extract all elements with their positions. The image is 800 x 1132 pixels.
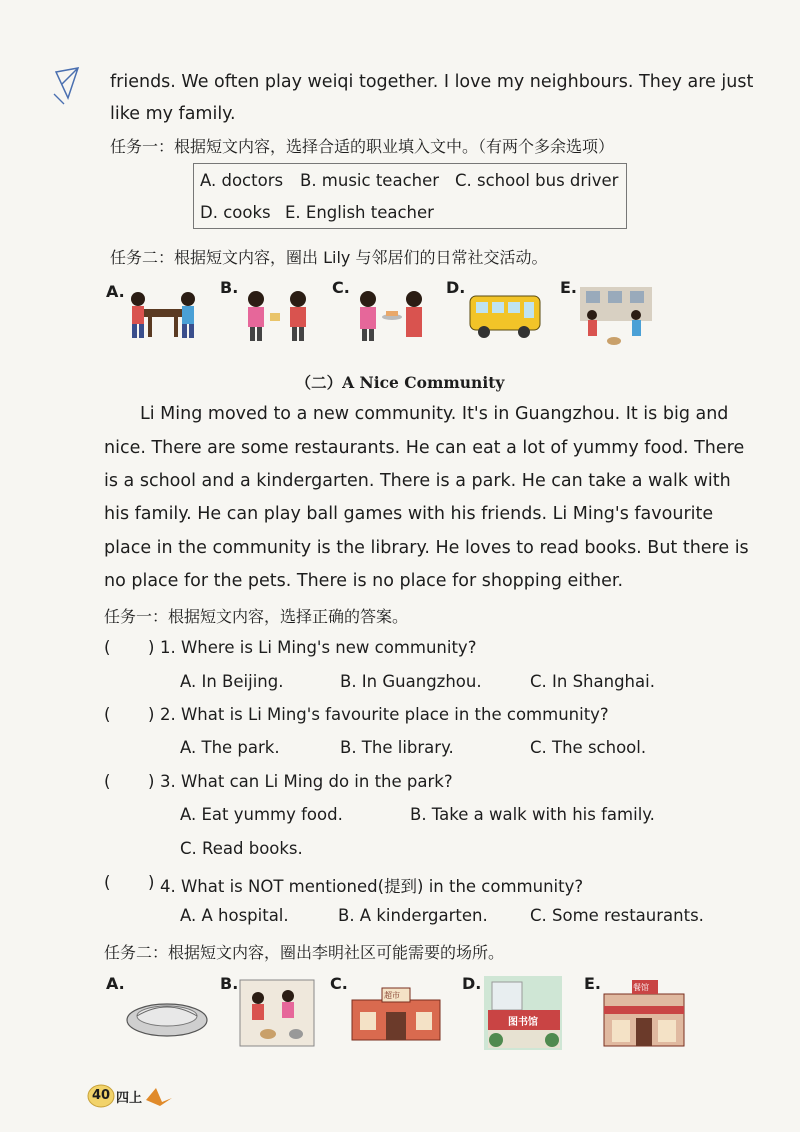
paragraph-line2: nice. There are some restaurants. He can eat a lot of yummy food. There [104,438,745,458]
q3-option-a[interactable]: A. Eat yummy food. [180,805,343,824]
task1b-instruction: 任务二：根据短文内容，圈出 Lily 与邻居们的日常社交活动。 [110,248,548,267]
paper-plane-icon [50,64,84,108]
supermarket-sign: 超市 [384,991,400,1000]
stadium-picture[interactable] [124,994,210,1040]
answer-blank-q2-close: ) [148,705,155,724]
q1-option-b[interactable]: B. In Guangzhou. [340,672,482,691]
q4-option-b[interactable]: B. A kindergarten. [338,906,488,925]
option-a: A. doctors [200,171,284,190]
kids-playing-weiqi-picture[interactable] [126,285,200,347]
paragraph-line3: is a school and a kindergarten. There is a park. He can take a walk with [104,471,731,491]
walking-dog-picture[interactable] [578,285,654,351]
option-d: D. cooks [200,203,271,222]
pic1-label-e[interactable]: E. [560,278,578,297]
answer-blank-q4-open[interactable]: ( [104,873,111,892]
pic2-label-a[interactable]: A. [106,974,125,993]
option-e: E. English teacher [285,203,434,222]
q1-option-a[interactable]: A. In Beijing. [180,672,284,691]
sharing-food-picture[interactable] [352,285,432,347]
q3-option-c[interactable]: C. Read books. [180,839,303,858]
q1-option-c[interactable]: C. In Shanghai. [530,672,655,691]
question-3: 3. What can Li Ming do in the park? [160,772,453,791]
pic1-label-d[interactable]: D. [446,278,466,297]
answer-blank-q1-open[interactable]: ( [104,638,111,657]
section2-title: （二）A Nice Community [295,373,505,392]
answer-blank-q3-open[interactable]: ( [104,772,111,791]
pic2-label-e[interactable]: E. [584,974,602,993]
passage1-line1: friends. We often play weiqi together. I love my neighbours. They are just [110,72,754,92]
answer-blank-q1-close: ) [148,638,155,657]
paragraph-line6: no place for the pets. There is no place for shopping either. [104,571,624,591]
task1a-instruction: 任务一：根据短文内容，选择合适的职业填入文中。（有两个多余选项） [110,137,615,156]
task2a-instruction: 任务一：根据短文内容，选择正确的答案。 [104,607,409,626]
school-bus-picture[interactable] [466,290,546,342]
grade-label: 四上 [116,1091,143,1106]
paragraph-line1: Li Ming moved to a new community. It's in Guangzhou. It is big and [140,404,729,424]
answer-blank-q4-close: ) [148,873,155,892]
q4-option-a[interactable]: A. A hospital. [180,906,289,925]
pic1-label-a[interactable]: A. [106,282,125,301]
option-b: B. music teacher [300,171,440,190]
pet-shop-picture[interactable] [238,978,316,1048]
question-4: 4. What is NOT mentioned(提到) in the community? [160,877,584,896]
option-c: C. school bus driver [455,171,619,190]
answer-blank-q2-open[interactable]: ( [104,705,111,724]
question-2: 2. What is Li Ming's favourite place in the community? [160,705,609,724]
restaurant-sign: 餐馆 [633,983,649,992]
q2-option-c[interactable]: C. The school. [530,738,647,757]
paragraph-line4: his family. He can play ball games with his friends. Li Ming's favourite [104,504,714,524]
q2-option-a[interactable]: A. The park. [180,738,280,757]
library-sign: 图书馆 [508,1017,538,1028]
q3-option-b[interactable]: B. Take a walk with his family. [410,805,655,824]
pic2-label-b[interactable]: B. [220,974,239,993]
page-number: 40 [92,1088,111,1103]
paragraph-line5: place in the community is the library. He loves to read books. But there is [104,538,749,558]
question-1: 1. Where is Li Ming's new community? [160,638,477,657]
pic2-label-d[interactable]: D. [462,974,482,993]
q4-option-c[interactable]: C. Some restaurants. [530,906,704,925]
pic2-label-c[interactable]: C. [330,974,348,993]
q2-option-b[interactable]: B. The library. [340,738,454,757]
pic1-label-b[interactable]: B. [220,278,239,297]
kids-giving-gift-picture[interactable] [240,285,316,347]
task2b-instruction: 任务二：根据短文内容，圈出李明社区可能需要的场所。 [104,943,505,962]
passage1-line2: like my family. [110,104,236,124]
pic1-label-c[interactable]: C. [332,278,350,297]
answer-blank-q3-close: ) [148,772,155,791]
